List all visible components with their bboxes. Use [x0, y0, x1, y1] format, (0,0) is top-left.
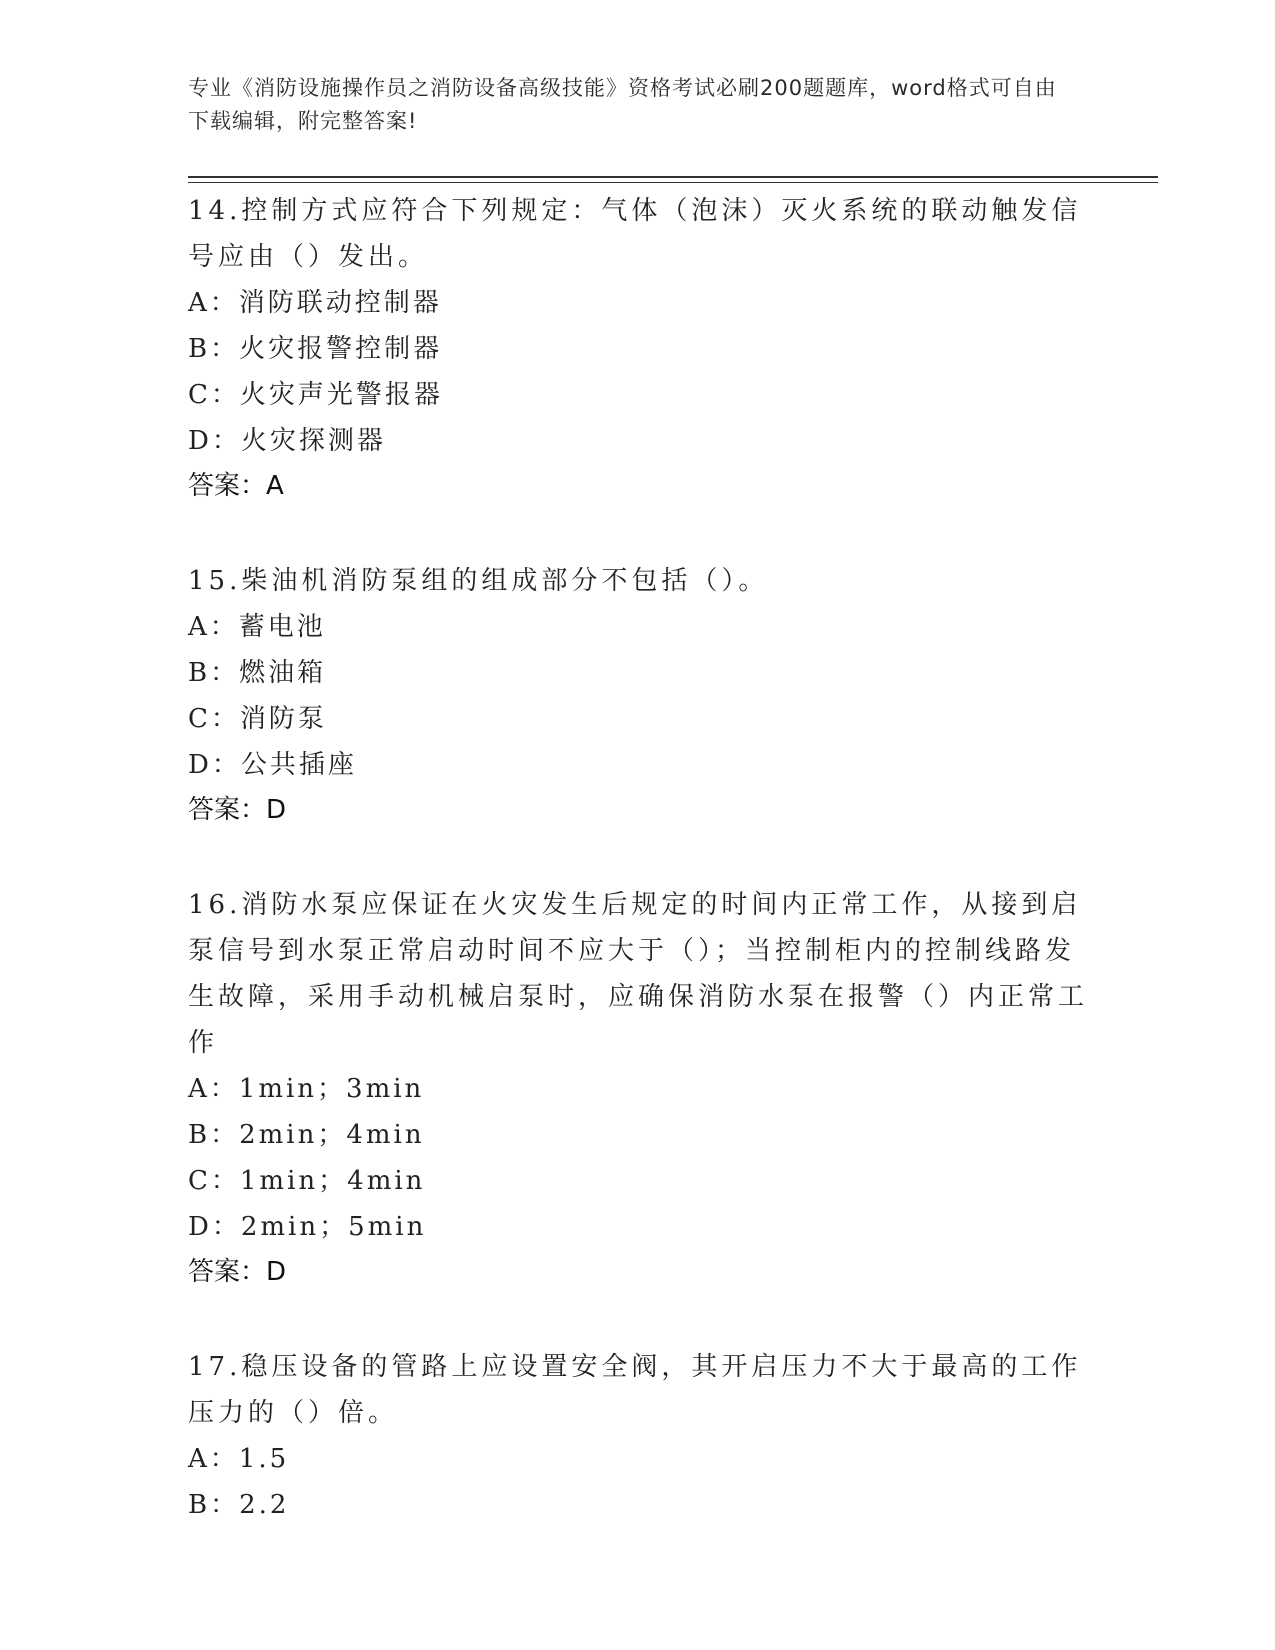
- question-16: [188, 882, 1088, 1294]
- option-a: A：消防联动控制器: [188, 288, 442, 318]
- option-b: B：火灾报警控制器: [188, 334, 443, 364]
- option-b: B：2min；4min: [188, 1120, 425, 1150]
- option-a: A：1min；3min: [188, 1074, 425, 1104]
- header-divider-thin: [188, 182, 1158, 183]
- answer-line: 答案：D: [188, 795, 287, 825]
- option-d: D：火灾探测器: [188, 426, 386, 456]
- question-14: [188, 188, 1088, 508]
- option-d: D：2min；5min: [188, 1212, 427, 1242]
- option-a: A：1.5: [188, 1444, 290, 1474]
- option-b: B：燃油箱: [188, 658, 327, 688]
- question-stem: 15.柴油机消防泵组的组成部分不包括（）。: [188, 566, 769, 596]
- question-15: [188, 558, 1088, 832]
- question-list: [188, 188, 1088, 1578]
- question-stem: 16.消防水泵应保证在火灾发生后规定的时间内正常工作，从接到启泵信号到水泵正常启动时间不应大于（）；当控制柜内的控制线路发生故障，采用手动机械启泵时，应确保消防水泵在报警（）内正常工作: [188, 890, 1089, 1058]
- answer-line: 答案：A: [188, 471, 284, 501]
- option-b: B：2.2: [188, 1490, 290, 1520]
- option-a: A：蓄电池: [188, 612, 326, 642]
- question-17: [188, 1344, 1088, 1528]
- option-d: D：公共插座: [188, 750, 357, 780]
- answer-line: 答案：D: [188, 1257, 287, 1287]
- question-stem: 17.稳压设备的管路上应设置安全阀，其开启压力不大于最高的工作压力的（）倍。: [188, 1352, 1082, 1428]
- page-header: 专业《消防设施操作员之消防设备高级技能》资格考试必刷200题题库，word格式可自由下载编辑，附完整答案!: [188, 76, 1057, 133]
- option-c: C：消防泵: [188, 704, 327, 734]
- question-stem: 14.控制方式应符合下列规定：气体（泡沫）灭火系统的联动触发信号应由（）发出。: [188, 196, 1082, 272]
- option-c: C：火灾声光警报器: [188, 380, 443, 410]
- header-divider-thick: [188, 176, 1158, 178]
- option-c: C：1min；4min: [188, 1166, 426, 1196]
